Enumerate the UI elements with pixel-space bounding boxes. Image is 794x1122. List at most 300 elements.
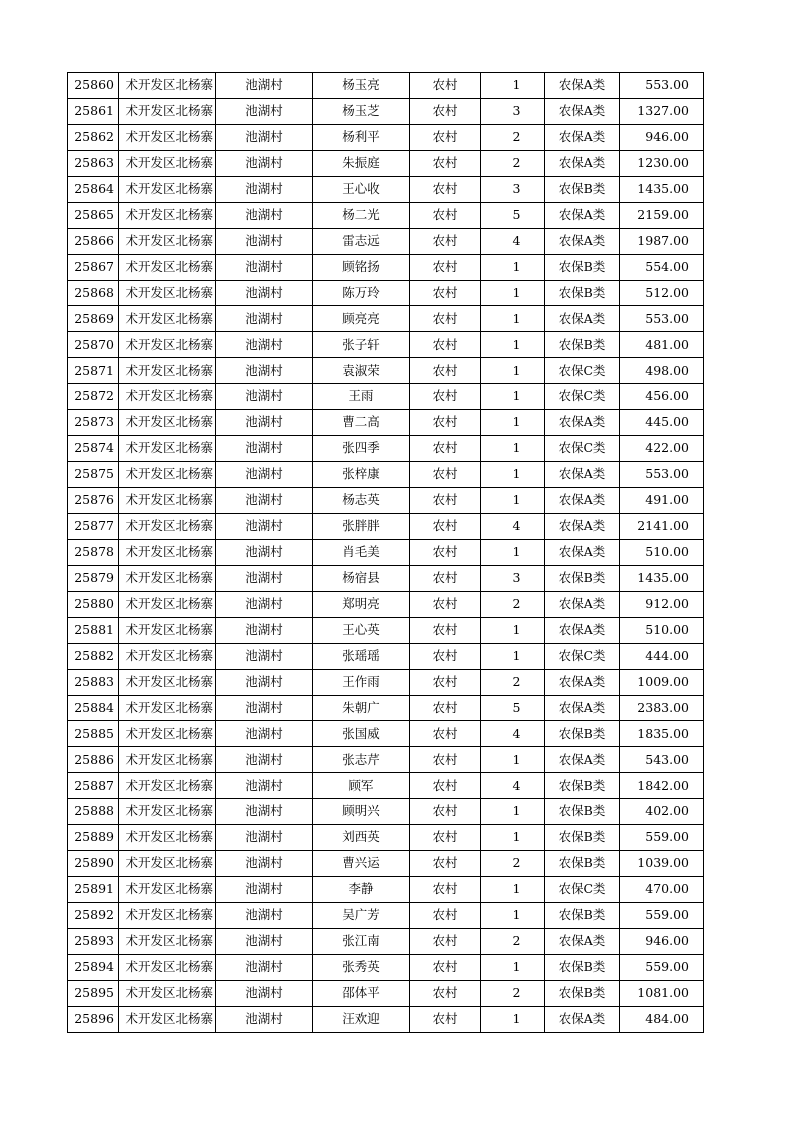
insurance-category-cell: 农保B类 [545, 254, 620, 280]
amount-cell: 498.00 [620, 358, 704, 384]
village-cell: 池湖村 [216, 825, 313, 851]
village-cell: 池湖村 [216, 98, 313, 124]
district-cell: 术开发区北杨寨 [119, 306, 216, 332]
row-number: 25868 [68, 280, 119, 306]
household-type-cell: 农村 [410, 799, 481, 825]
name-cell: 张梓康 [313, 462, 410, 488]
village-cell: 池湖村 [216, 228, 313, 254]
member-count-cell: 1 [481, 747, 545, 773]
name-cell: 陈万玲 [313, 280, 410, 306]
table-row [68, 721, 704, 747]
amount-cell: 444.00 [620, 643, 704, 669]
member-count-cell: 1 [481, 436, 545, 462]
member-count-cell: 1 [481, 617, 545, 643]
household-type-cell: 农村 [410, 565, 481, 591]
name-cell: 雷志远 [313, 228, 410, 254]
table-row [68, 384, 704, 410]
member-count-cell: 1 [481, 903, 545, 929]
table-row [68, 254, 704, 280]
amount-cell: 1835.00 [620, 721, 704, 747]
member-count-cell: 1 [481, 410, 545, 436]
insurance-category-cell: 农保B类 [545, 851, 620, 877]
table-row [68, 124, 704, 150]
household-type-cell: 农村 [410, 228, 481, 254]
district-cell: 术开发区北杨寨 [119, 799, 216, 825]
household-type-cell: 农村 [410, 591, 481, 617]
district-cell: 术开发区北杨寨 [119, 228, 216, 254]
table-row [68, 228, 704, 254]
name-cell: 张秀英 [313, 954, 410, 980]
name-cell: 王作雨 [313, 669, 410, 695]
table-row [68, 176, 704, 202]
insurance-category-cell: 农保A类 [545, 98, 620, 124]
amount-cell: 1987.00 [620, 228, 704, 254]
name-cell: 顾军 [313, 773, 410, 799]
district-cell: 术开发区北杨寨 [119, 384, 216, 410]
name-cell: 杨利平 [313, 124, 410, 150]
household-type-cell: 农村 [410, 202, 481, 228]
household-type-cell: 农村 [410, 643, 481, 669]
household-type-cell: 农村 [410, 176, 481, 202]
insurance-category-cell: 农保A类 [545, 124, 620, 150]
table-row [68, 669, 704, 695]
insurance-category-cell: 农保B类 [545, 980, 620, 1006]
row-number: 25870 [68, 332, 119, 358]
member-count-cell: 1 [481, 384, 545, 410]
amount-cell: 946.00 [620, 928, 704, 954]
insurance-category-cell: 农保A类 [545, 202, 620, 228]
insurance-category-cell: 农保A类 [545, 669, 620, 695]
row-number: 25876 [68, 488, 119, 514]
amount-cell: 559.00 [620, 954, 704, 980]
row-number: 25864 [68, 176, 119, 202]
amount-cell: 1009.00 [620, 669, 704, 695]
name-cell: 顾明兴 [313, 799, 410, 825]
table-row [68, 513, 704, 539]
household-type-cell: 农村 [410, 980, 481, 1006]
district-cell: 术开发区北杨寨 [119, 488, 216, 514]
row-number: 25882 [68, 643, 119, 669]
district-cell: 术开发区北杨寨 [119, 73, 216, 99]
table-row [68, 332, 704, 358]
district-cell: 术开发区北杨寨 [119, 565, 216, 591]
amount-cell: 422.00 [620, 436, 704, 462]
row-number: 25891 [68, 877, 119, 903]
insurance-category-cell: 农保B类 [545, 799, 620, 825]
village-cell: 池湖村 [216, 591, 313, 617]
member-count-cell: 2 [481, 669, 545, 695]
insurance-category-cell: 农保A类 [545, 928, 620, 954]
insurance-category-cell: 农保C类 [545, 643, 620, 669]
village-cell: 池湖村 [216, 280, 313, 306]
name-cell: 杨玉芝 [313, 98, 410, 124]
table-row [68, 306, 704, 332]
village-cell: 池湖村 [216, 410, 313, 436]
household-type-cell: 农村 [410, 150, 481, 176]
village-cell: 池湖村 [216, 488, 313, 514]
row-number: 25872 [68, 384, 119, 410]
table-row [68, 280, 704, 306]
amount-cell: 470.00 [620, 877, 704, 903]
member-count-cell: 2 [481, 928, 545, 954]
household-type-cell: 农村 [410, 306, 481, 332]
member-count-cell: 1 [481, 1006, 545, 1032]
table-row [68, 150, 704, 176]
district-cell: 术开发区北杨寨 [119, 539, 216, 565]
row-number: 25888 [68, 799, 119, 825]
member-count-cell: 1 [481, 358, 545, 384]
name-cell: 张四季 [313, 436, 410, 462]
insurance-category-cell: 农保A类 [545, 150, 620, 176]
village-cell: 池湖村 [216, 124, 313, 150]
name-cell: 朱朝广 [313, 695, 410, 721]
household-type-cell: 农村 [410, 488, 481, 514]
household-type-cell: 农村 [410, 877, 481, 903]
table-row [68, 202, 704, 228]
name-cell: 杨志英 [313, 488, 410, 514]
household-type-cell: 农村 [410, 903, 481, 929]
insurance-category-cell: 农保A类 [545, 617, 620, 643]
village-cell: 池湖村 [216, 980, 313, 1006]
row-number: 25874 [68, 436, 119, 462]
insurance-category-cell: 农保A类 [545, 488, 620, 514]
household-type-cell: 农村 [410, 254, 481, 280]
district-cell: 术开发区北杨寨 [119, 410, 216, 436]
member-count-cell: 5 [481, 202, 545, 228]
insurance-category-cell: 农保B类 [545, 903, 620, 929]
table-row [68, 358, 704, 384]
table-body [68, 73, 704, 1033]
household-type-cell: 农村 [410, 358, 481, 384]
name-cell: 王心收 [313, 176, 410, 202]
insurance-category-cell: 农保C类 [545, 358, 620, 384]
household-type-cell: 农村 [410, 436, 481, 462]
name-cell: 张胖胖 [313, 513, 410, 539]
table-row [68, 695, 704, 721]
row-number: 25860 [68, 73, 119, 99]
row-number: 25889 [68, 825, 119, 851]
village-cell: 池湖村 [216, 851, 313, 877]
village-cell: 池湖村 [216, 617, 313, 643]
insurance-category-cell: 农保C类 [545, 877, 620, 903]
table-row [68, 799, 704, 825]
table-row [68, 98, 704, 124]
row-number: 25896 [68, 1006, 119, 1032]
insurance-category-cell: 农保A类 [545, 513, 620, 539]
table-row [68, 851, 704, 877]
table-row [68, 1006, 704, 1032]
row-number: 25890 [68, 851, 119, 877]
name-cell: 李静 [313, 877, 410, 903]
insurance-category-cell: 农保B类 [545, 773, 620, 799]
table-row [68, 773, 704, 799]
row-number: 25893 [68, 928, 119, 954]
amount-cell: 481.00 [620, 332, 704, 358]
member-count-cell: 1 [481, 643, 545, 669]
member-count-cell: 2 [481, 851, 545, 877]
name-cell: 曹兴运 [313, 851, 410, 877]
amount-cell: 491.00 [620, 488, 704, 514]
member-count-cell: 1 [481, 825, 545, 851]
member-count-cell: 1 [481, 539, 545, 565]
table-row [68, 565, 704, 591]
village-cell: 池湖村 [216, 643, 313, 669]
table-row [68, 539, 704, 565]
insurance-category-cell: 农保A类 [545, 539, 620, 565]
row-number: 25875 [68, 462, 119, 488]
row-number: 25863 [68, 150, 119, 176]
household-type-cell: 农村 [410, 513, 481, 539]
household-type-cell: 农村 [410, 1006, 481, 1032]
village-cell: 池湖村 [216, 903, 313, 929]
insurance-category-cell: 农保A类 [545, 306, 620, 332]
row-number: 25866 [68, 228, 119, 254]
household-type-cell: 农村 [410, 825, 481, 851]
table-row [68, 643, 704, 669]
name-cell: 刘西英 [313, 825, 410, 851]
member-count-cell: 5 [481, 695, 545, 721]
row-number: 25871 [68, 358, 119, 384]
member-count-cell: 3 [481, 98, 545, 124]
member-count-cell: 4 [481, 513, 545, 539]
household-type-cell: 农村 [410, 98, 481, 124]
household-type-cell: 农村 [410, 410, 481, 436]
village-cell: 池湖村 [216, 669, 313, 695]
district-cell: 术开发区北杨寨 [119, 98, 216, 124]
amount-cell: 559.00 [620, 825, 704, 851]
amount-cell: 1230.00 [620, 150, 704, 176]
household-type-cell: 农村 [410, 462, 481, 488]
district-cell: 术开发区北杨寨 [119, 513, 216, 539]
amount-cell: 1842.00 [620, 773, 704, 799]
village-cell: 池湖村 [216, 332, 313, 358]
amount-cell: 512.00 [620, 280, 704, 306]
village-cell: 池湖村 [216, 695, 313, 721]
name-cell: 杨二光 [313, 202, 410, 228]
household-type-cell: 农村 [410, 332, 481, 358]
household-type-cell: 农村 [410, 851, 481, 877]
table-row [68, 825, 704, 851]
name-cell: 汪欢迎 [313, 1006, 410, 1032]
district-cell: 术开发区北杨寨 [119, 643, 216, 669]
member-count-cell: 1 [481, 877, 545, 903]
household-type-cell: 农村 [410, 954, 481, 980]
village-cell: 池湖村 [216, 539, 313, 565]
table-row [68, 928, 704, 954]
village-cell: 池湖村 [216, 747, 313, 773]
amount-cell: 2141.00 [620, 513, 704, 539]
row-number: 25892 [68, 903, 119, 929]
member-count-cell: 1 [481, 799, 545, 825]
row-number: 25865 [68, 202, 119, 228]
insurance-category-cell: 农保A类 [545, 695, 620, 721]
household-type-cell: 农村 [410, 73, 481, 99]
village-cell: 池湖村 [216, 721, 313, 747]
district-cell: 术开发区北杨寨 [119, 669, 216, 695]
household-type-cell: 农村 [410, 539, 481, 565]
village-cell: 池湖村 [216, 176, 313, 202]
village-cell: 池湖村 [216, 513, 313, 539]
insurance-category-cell: 农保B类 [545, 565, 620, 591]
district-cell: 术开发区北杨寨 [119, 358, 216, 384]
insurance-category-cell: 农保C类 [545, 384, 620, 410]
insurance-category-cell: 农保B类 [545, 825, 620, 851]
district-cell: 术开发区北杨寨 [119, 436, 216, 462]
district-cell: 术开发区北杨寨 [119, 825, 216, 851]
amount-cell: 445.00 [620, 410, 704, 436]
district-cell: 术开发区北杨寨 [119, 721, 216, 747]
village-cell: 池湖村 [216, 436, 313, 462]
member-count-cell: 4 [481, 773, 545, 799]
village-cell: 池湖村 [216, 73, 313, 99]
village-cell: 池湖村 [216, 928, 313, 954]
insurance-category-cell: 农保A类 [545, 228, 620, 254]
table-row [68, 462, 704, 488]
district-cell: 术开发区北杨寨 [119, 980, 216, 1006]
village-cell: 池湖村 [216, 150, 313, 176]
row-number: 25861 [68, 98, 119, 124]
name-cell: 张江南 [313, 928, 410, 954]
member-count-cell: 1 [481, 332, 545, 358]
insurance-category-cell: 农保B类 [545, 176, 620, 202]
member-count-cell: 3 [481, 176, 545, 202]
row-number: 25886 [68, 747, 119, 773]
name-cell: 张志芹 [313, 747, 410, 773]
insurance-category-cell: 农保B类 [545, 954, 620, 980]
insurance-category-cell: 农保B类 [545, 721, 620, 747]
table-row [68, 747, 704, 773]
insurance-category-cell: 农保A类 [545, 462, 620, 488]
household-type-cell: 农村 [410, 721, 481, 747]
amount-cell: 510.00 [620, 617, 704, 643]
insurance-category-cell: 农保B类 [545, 332, 620, 358]
row-number: 25884 [68, 695, 119, 721]
village-cell: 池湖村 [216, 773, 313, 799]
name-cell: 张国威 [313, 721, 410, 747]
table-row [68, 591, 704, 617]
insurance-category-cell: 农保A类 [545, 1006, 620, 1032]
amount-cell: 1039.00 [620, 851, 704, 877]
amount-cell: 559.00 [620, 903, 704, 929]
district-cell: 术开发区北杨寨 [119, 254, 216, 280]
name-cell: 顾亮亮 [313, 306, 410, 332]
table-row [68, 980, 704, 1006]
household-type-cell: 农村 [410, 124, 481, 150]
name-cell: 袁淑荣 [313, 358, 410, 384]
member-count-cell: 1 [481, 73, 545, 99]
name-cell: 肖毛美 [313, 539, 410, 565]
member-count-cell: 1 [481, 954, 545, 980]
village-cell: 池湖村 [216, 954, 313, 980]
name-cell: 张子轩 [313, 332, 410, 358]
amount-cell: 553.00 [620, 462, 704, 488]
row-number: 25862 [68, 124, 119, 150]
village-cell: 池湖村 [216, 1006, 313, 1032]
member-count-cell: 4 [481, 228, 545, 254]
name-cell: 曹二高 [313, 410, 410, 436]
row-number: 25879 [68, 565, 119, 591]
amount-cell: 510.00 [620, 539, 704, 565]
row-number: 25895 [68, 980, 119, 1006]
amount-cell: 1081.00 [620, 980, 704, 1006]
insurance-category-cell: 农保A类 [545, 591, 620, 617]
district-cell: 术开发区北杨寨 [119, 591, 216, 617]
district-cell: 术开发区北杨寨 [119, 176, 216, 202]
member-count-cell: 3 [481, 565, 545, 591]
amount-cell: 1435.00 [620, 565, 704, 591]
district-cell: 术开发区北杨寨 [119, 124, 216, 150]
row-number: 25869 [68, 306, 119, 332]
insurance-category-cell: 农保A类 [545, 410, 620, 436]
amount-cell: 1327.00 [620, 98, 704, 124]
amount-cell: 946.00 [620, 124, 704, 150]
row-number: 25885 [68, 721, 119, 747]
member-count-cell: 2 [481, 124, 545, 150]
village-cell: 池湖村 [216, 306, 313, 332]
household-type-cell: 农村 [410, 617, 481, 643]
member-count-cell: 2 [481, 591, 545, 617]
village-cell: 池湖村 [216, 799, 313, 825]
name-cell: 王心英 [313, 617, 410, 643]
district-cell: 术开发区北杨寨 [119, 462, 216, 488]
member-count-cell: 1 [481, 254, 545, 280]
insurance-category-cell: 农保C类 [545, 436, 620, 462]
district-cell: 术开发区北杨寨 [119, 695, 216, 721]
household-type-cell: 农村 [410, 773, 481, 799]
district-cell: 术开发区北杨寨 [119, 928, 216, 954]
member-count-cell: 4 [481, 721, 545, 747]
data-table [67, 72, 704, 1033]
district-cell: 术开发区北杨寨 [119, 877, 216, 903]
amount-cell: 402.00 [620, 799, 704, 825]
table-row [68, 877, 704, 903]
village-cell: 池湖村 [216, 202, 313, 228]
row-number: 25881 [68, 617, 119, 643]
row-number: 25883 [68, 669, 119, 695]
household-type-cell: 农村 [410, 669, 481, 695]
amount-cell: 912.00 [620, 591, 704, 617]
amount-cell: 456.00 [620, 384, 704, 410]
district-cell: 术开发区北杨寨 [119, 332, 216, 358]
district-cell: 术开发区北杨寨 [119, 954, 216, 980]
insurance-category-cell: 农保A类 [545, 747, 620, 773]
district-cell: 术开发区北杨寨 [119, 851, 216, 877]
table-row [68, 488, 704, 514]
table-row [68, 436, 704, 462]
district-cell: 术开发区北杨寨 [119, 202, 216, 228]
amount-cell: 2159.00 [620, 202, 704, 228]
district-cell: 术开发区北杨寨 [119, 773, 216, 799]
table-row [68, 954, 704, 980]
district-cell: 术开发区北杨寨 [119, 617, 216, 643]
district-cell: 术开发区北杨寨 [119, 1006, 216, 1032]
name-cell: 朱振庭 [313, 150, 410, 176]
table-row [68, 410, 704, 436]
household-type-cell: 农村 [410, 747, 481, 773]
household-type-cell: 农村 [410, 384, 481, 410]
village-cell: 池湖村 [216, 358, 313, 384]
member-count-cell: 1 [481, 462, 545, 488]
village-cell: 池湖村 [216, 565, 313, 591]
row-number: 25877 [68, 513, 119, 539]
amount-cell: 1435.00 [620, 176, 704, 202]
row-number: 25867 [68, 254, 119, 280]
name-cell: 杨玉亮 [313, 73, 410, 99]
district-cell: 术开发区北杨寨 [119, 150, 216, 176]
name-cell: 邵体平 [313, 980, 410, 1006]
name-cell: 张瑶瑶 [313, 643, 410, 669]
amount-cell: 543.00 [620, 747, 704, 773]
